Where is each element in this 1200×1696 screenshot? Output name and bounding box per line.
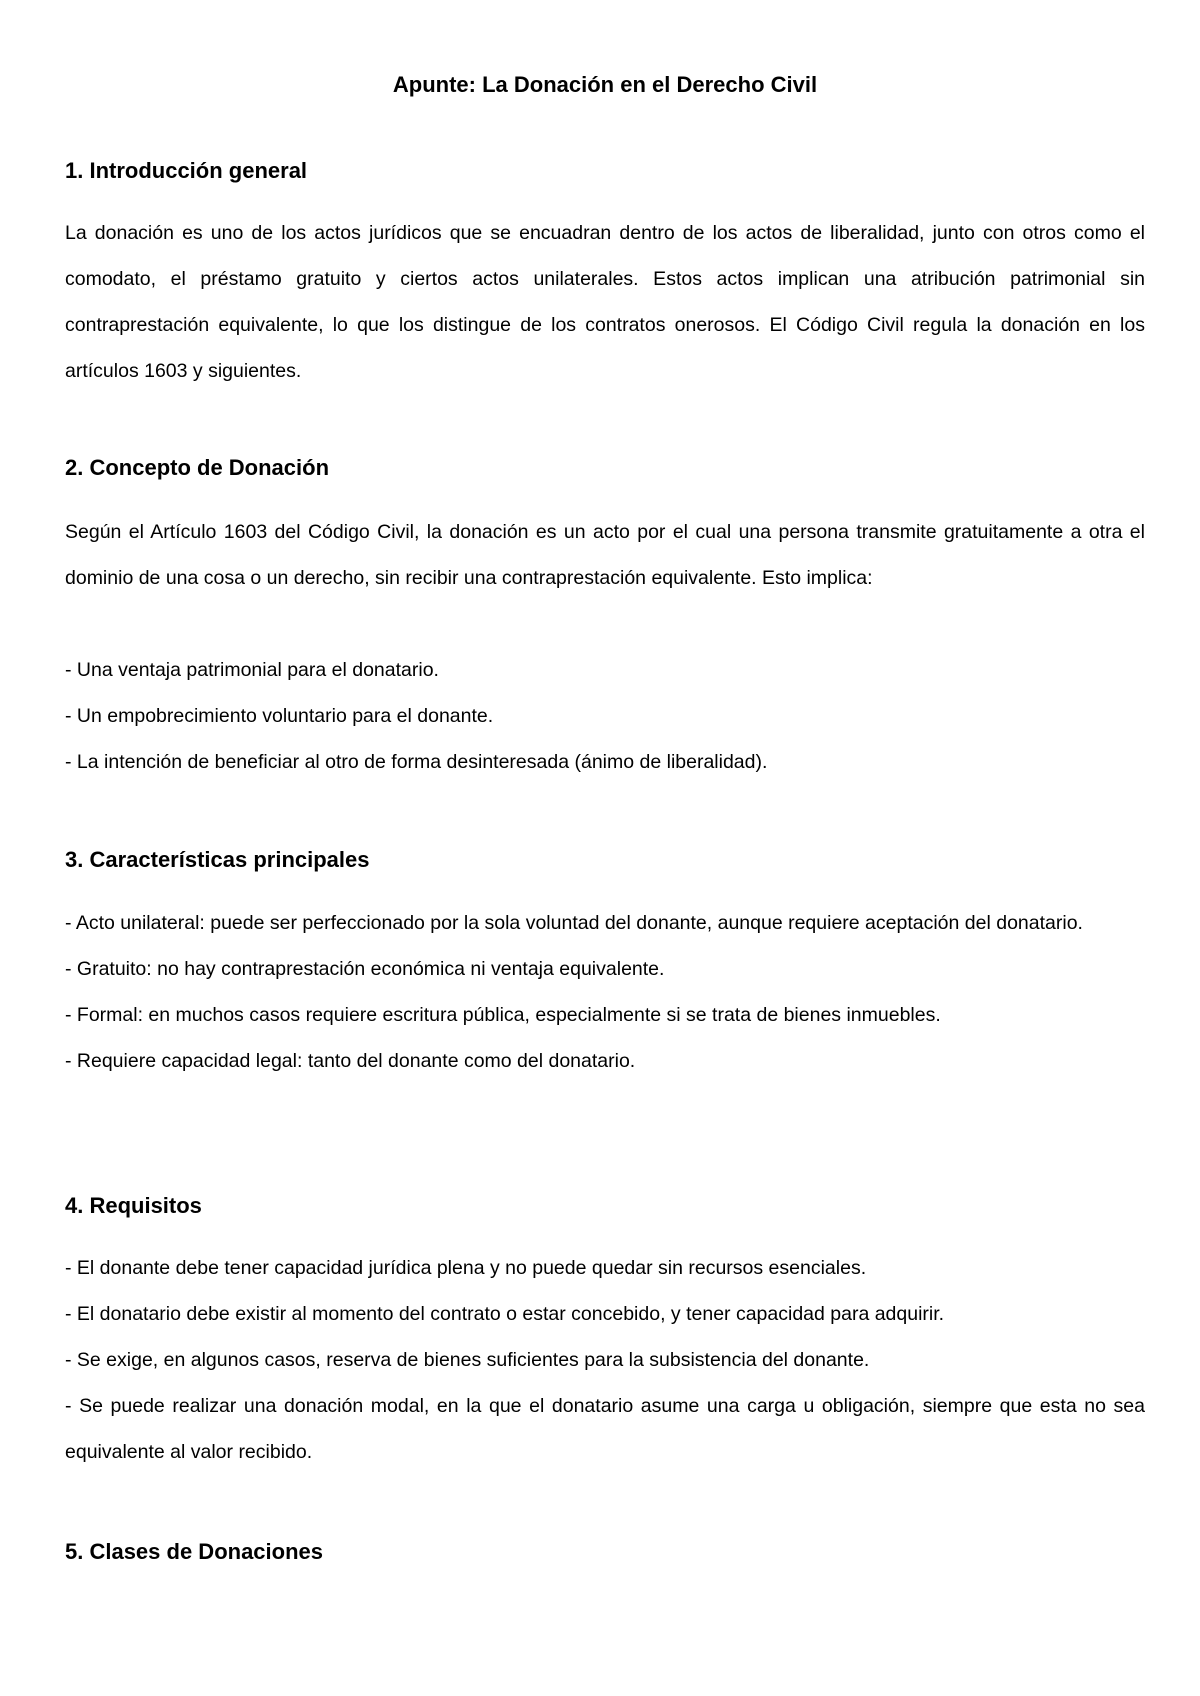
list-item: - Requiere capacidad legal: tanto del donante como del donatario.	[65, 1050, 636, 1072]
document-page	[65, 0, 1145, 1696]
document-title: Apunte: La Donación en el Derecho Civil	[392, 72, 818, 97]
section-list-requisitos	[65, 1245, 1145, 1475]
section-heading-introduccion: 1. Introducción general	[65, 158, 308, 183]
section-heading-requisitos: 4. Requisitos	[65, 1193, 202, 1218]
list-item: - Se exige, en algunos casos, reserva de bienes suficientes para la subsistencia del donante.	[65, 1349, 870, 1371]
list-item: - El donante debe tener capacidad jurídica plena y no puede quedar sin recursos esenciales.	[65, 1257, 867, 1279]
list-item: - Acto unilateral: puede ser perfeccionado por la sola voluntad del donante, aunque requiere aceptación del donatario.	[65, 912, 1083, 934]
list-item: - Una ventaja patrimonial para el donatario.	[65, 659, 439, 681]
list-item: - Se puede realizar una donación modal, en la que el donatario asume una carga u obligación, siempre que esta no sea equivalente al valor recibido.	[65, 1395, 1145, 1463]
list-item: - El donatario debe existir al momento del contrato o estar concebido, y tener capacidad para adquirir.	[65, 1303, 945, 1325]
list-item: - Formal: en muchos casos requiere escritura pública, especialmente si se trata de bienes inmuebles.	[65, 1004, 941, 1026]
section-paragraph-introduccion: La donación es uno de los actos jurídicos que se encuadran dentro de los actos de liberalidad, junto con otros como el comodato, el préstamo gratuito y ciertos actos unilaterales. Estos actos implican una atribución patrimonial sin contraprestación equivalente, lo que los distingue de los contratos onerosos. El Código Civil regula la donación en los artículos 1603 y siguientes.	[65, 222, 1145, 382]
list-item: - La intención de beneficiar al otro de forma desinteresada (ánimo de liberalidad).	[65, 751, 768, 773]
section-list-caracteristicas	[65, 900, 1145, 1084]
section-heading-clases: 5. Clases de Donaciones	[65, 1539, 323, 1564]
section-list-concepto	[65, 647, 1145, 785]
section-heading-caracteristicas: 3. Características principales	[65, 847, 370, 872]
list-item: - Un empobrecimiento voluntario para el donante.	[65, 705, 494, 727]
section-paragraph-concepto: Según el Artículo 1603 del Código Civil, la donación es un acto por el cual una persona transmite gratuitamente a otra el dominio de una cosa o un derecho, sin recibir una contraprestación equivalente. Esto implica:	[65, 521, 1145, 589]
section-heading-concepto: 2. Concepto de Donación	[65, 455, 330, 480]
list-item: - Gratuito: no hay contraprestación económica ni ventaja equivalente.	[65, 958, 665, 980]
